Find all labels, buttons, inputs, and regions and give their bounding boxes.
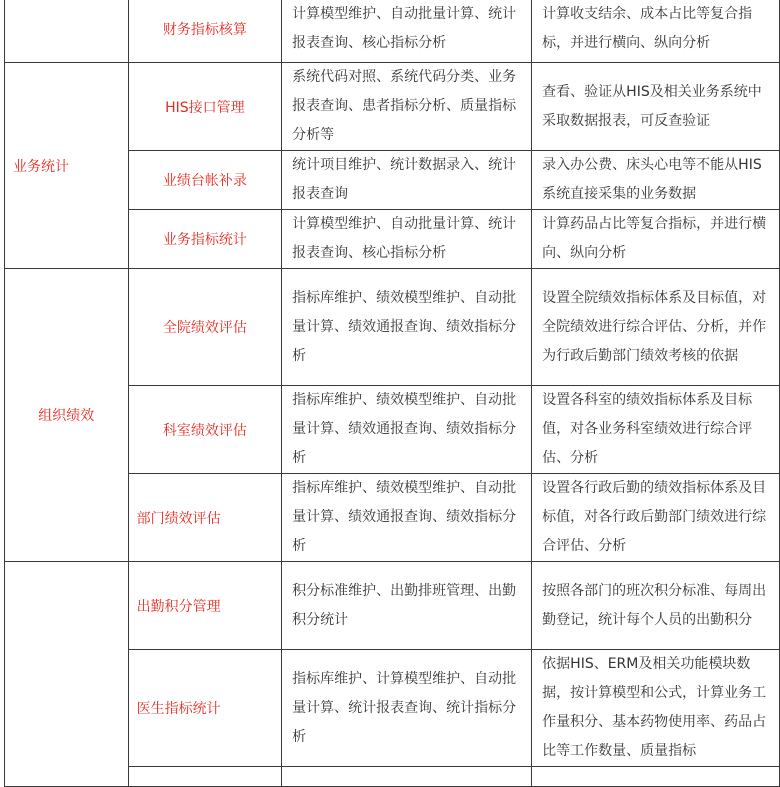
module-name: 出勤积分管理 xyxy=(128,562,282,650)
module-function: 计算模型维护、自动批量计算、统计报表查询、核心指标分析 xyxy=(282,0,532,63)
module-function: 统计项目维护、统计数据录入、统计报表查询 xyxy=(282,151,532,210)
module-description: 计算药品占比等复合指标，并进行横向、纵向分析 xyxy=(532,210,780,269)
module-name: 部门绩效评估 xyxy=(128,474,282,562)
module-description: 按照各部门的班次积分标准、每周出勤登记，统计每个人员的出勤积分 xyxy=(532,562,780,650)
table-row xyxy=(5,562,780,650)
module-description: 设置各行政后勤的绩效指标体系及目标值，对各行政后勤部门绩效进行综合评估、分析 xyxy=(532,474,780,562)
module-function: 指标库维护、绩效模型维护、自动批量计算、绩效通报查询、绩效指标分析 xyxy=(282,474,532,562)
module-name: HIS接口管理 xyxy=(128,63,282,151)
table-row xyxy=(5,63,780,151)
module-description: 设置全院绩效指标体系及目标值，对全院绩效进行综合评估、分析，并作为行政后勤部门绩效考核的依据 xyxy=(532,269,780,386)
module-name: 医生指标统计 xyxy=(128,650,282,767)
module-function: 系统代码对照、系统代码分类、业务报表查询、患者指标分析、质量指标分析等 xyxy=(282,63,532,151)
category-org-performance: 组织绩效 xyxy=(5,269,129,562)
category-cell-empty xyxy=(5,0,129,63)
module-function: 指标库维护、绩效模型维护、自动批量计算、绩效通报查询、绩效指标分析 xyxy=(282,386,532,474)
module-name: 财务指标核算 xyxy=(128,0,282,63)
module-description: 设置各科室的绩效指标体系及目标值，对各业务科室绩效进行综合评估、分析 xyxy=(532,386,780,474)
module-description: 计算收支结余、成本占比等复合指标，并进行横向、纵向分析 xyxy=(532,0,780,63)
module-name: 科室绩效评估 xyxy=(128,386,282,474)
module-table xyxy=(4,0,780,787)
module-name: 业务指标统计 xyxy=(128,210,282,269)
category-business-stats: 业务统计 xyxy=(5,63,129,269)
module-function: 计算模型维护、自动批量计算、统计报表查询、核心指标分析 xyxy=(282,210,532,269)
module-function: 指标库维护、计算模型维护、自动批量计算、统计报表查询、统计指标分析 xyxy=(282,650,532,767)
module-description: 录入办公费、床头心电等不能从HIS系统直接采集的业务数据 xyxy=(532,151,780,210)
module-name: 业绩台帐补录 xyxy=(128,151,282,210)
module-description: 查看、验证从HIS及相关业务系统中采取数据报表，可反查验证 xyxy=(532,63,780,151)
module-function: 指标库维护、绩效模型维护、自动批量计算、绩效通报查询、绩效指标分析 xyxy=(282,269,532,386)
module-function: 积分标准维护、出勤排班管理、出勤积分统计 xyxy=(282,562,532,650)
table-row xyxy=(5,0,780,63)
module-description: 依据HIS、ERM及相关功能模块数据，按计算模型和公式，计算业务工作量积分、基本药物使用率、药品占比等工作数量、质量指标 xyxy=(532,650,780,767)
category-cell-empty xyxy=(5,562,129,787)
table-row xyxy=(5,269,780,386)
module-name: 全院绩效评估 xyxy=(128,269,282,386)
